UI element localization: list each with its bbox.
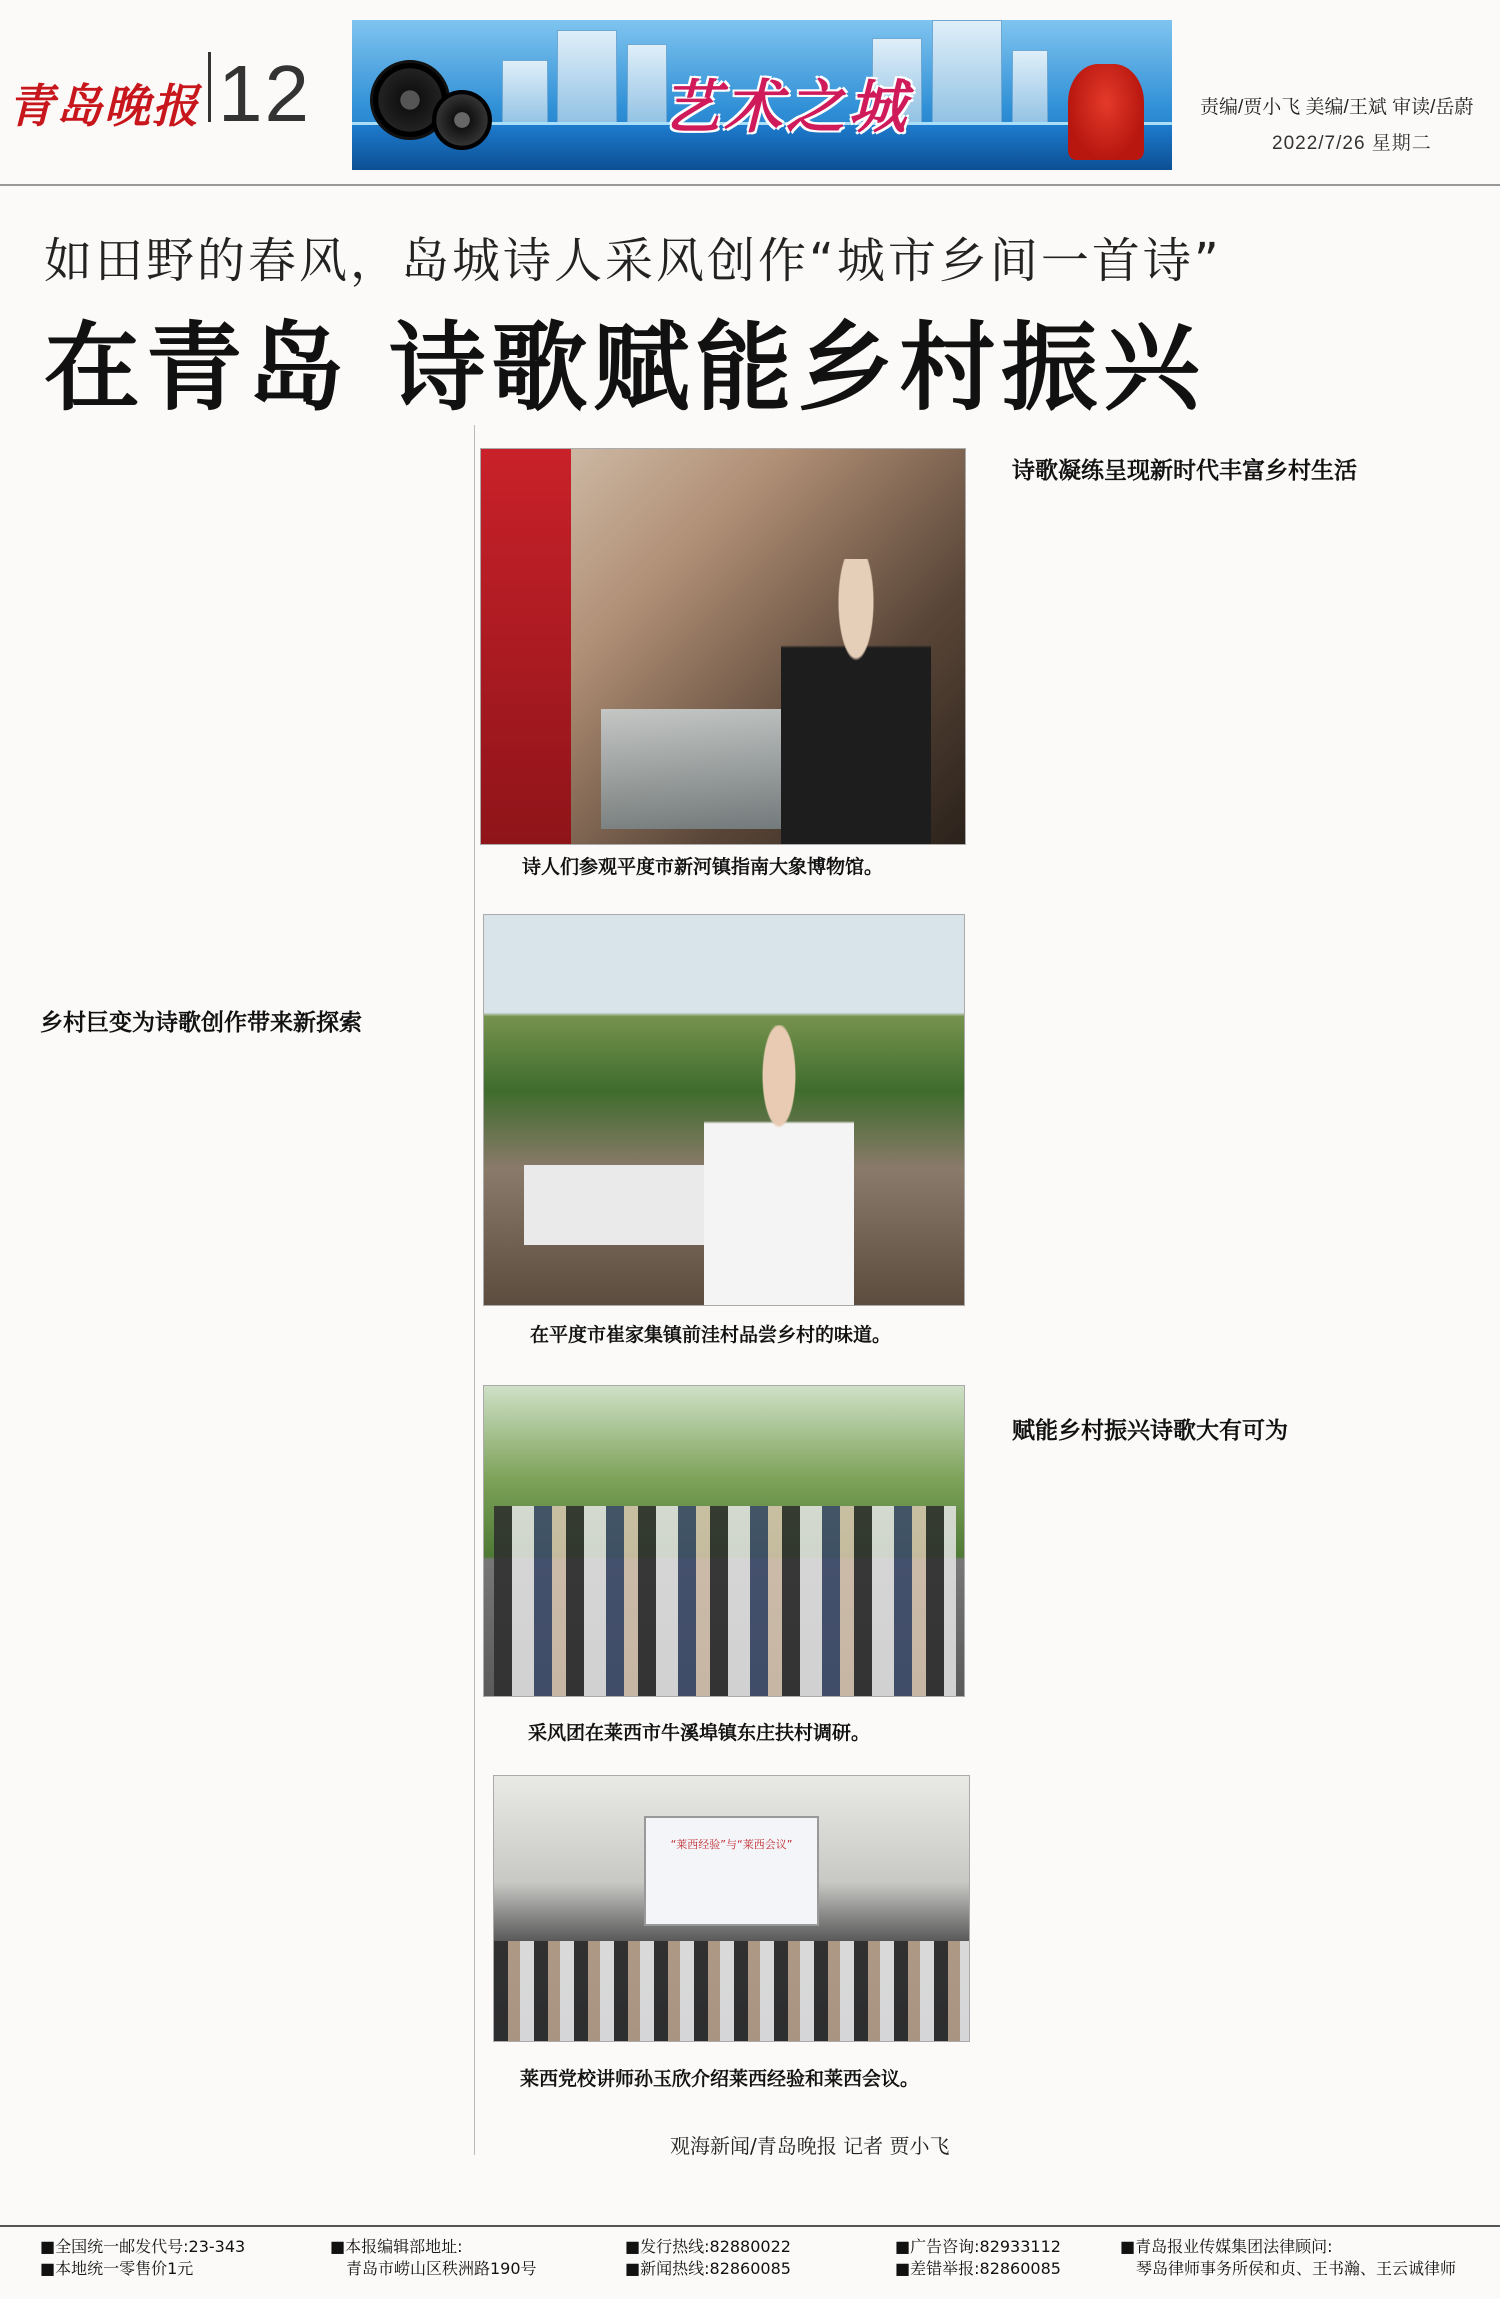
- footer-text: 琴岛律师事务所侯和贞、王书瀚、王云诚律师: [1136, 2259, 1457, 2278]
- footer-text: 青岛市崂山区秩洲路190号: [346, 2259, 537, 2278]
- article-body-left: [40, 1050, 460, 2170]
- woman-figure: [704, 1025, 854, 1306]
- photo-village-research: [483, 1385, 965, 1697]
- photo-caption: 莱西党校讲师孙玉欣介绍莱西经验和莱西会议。: [520, 2068, 920, 2090]
- footer-text: ■全国统一邮发代号:23-343: [40, 2237, 246, 2256]
- skyline-building: [502, 60, 548, 130]
- footer-text: ■本报编辑部地址:: [330, 2237, 463, 2256]
- footer-legal: [1120, 2236, 1456, 2280]
- article-kicker: 如田野的春风，岛城诗人采风创作“城市乡间一首诗”: [44, 233, 1222, 289]
- byline: 观海新闻/青岛晚报 记者 贾小飞: [670, 2134, 950, 2158]
- film-reel-icon: [432, 90, 492, 150]
- photographer-figure: [781, 559, 931, 845]
- header-rule: [0, 184, 1500, 186]
- footer-rule: [0, 2225, 1500, 2227]
- footer-text: ■广告咨询:82933112: [895, 2237, 1061, 2256]
- header-divider: [208, 52, 211, 122]
- section-banner: [352, 20, 1172, 170]
- subhead-empower: 赋能乡村振兴诗歌大有可为: [1012, 1418, 1288, 1444]
- subhead-new-era: 诗歌凝练呈现新时代丰富乡村生活: [1012, 458, 1357, 484]
- footer-hotlines: [625, 2236, 791, 2280]
- skyline-building: [627, 44, 667, 130]
- article-body-right-1: [1005, 506, 1475, 1386]
- audience: [494, 1941, 970, 2042]
- footer-issue-info: [40, 2236, 245, 2280]
- skyline-building: [932, 20, 1002, 130]
- editors-credit: 责编/贾小飞 美编/王斌 审读/岳蔚: [1200, 97, 1474, 118]
- skyline-building: [557, 30, 617, 130]
- footer-text: ■青岛报业传媒集团法律顾问:: [1120, 2237, 1333, 2256]
- footer-ads: [895, 2236, 1061, 2280]
- issue-date: 2022/7/26 星期二: [1272, 133, 1432, 154]
- projection-screen: “莱西经验”与“莱西会议”: [644, 1816, 819, 1926]
- may-wind-sculpture-icon: [1068, 64, 1144, 160]
- photo-caption: 诗人们参观平度市新河镇指南大象博物馆。: [522, 856, 884, 878]
- photo-caption: 在平度市崔家集镇前洼村品尝乡村的味道。: [530, 1324, 892, 1346]
- footer-text: ■本地统一零售价1元: [40, 2259, 194, 2278]
- newspaper-logo: 青岛晚报: [8, 79, 200, 133]
- footer-text: ■差错举报:82860085: [895, 2259, 1061, 2278]
- article-body-right-2: [1005, 1460, 1475, 2170]
- skyline-building: [1012, 50, 1048, 130]
- photo-lecture: [493, 1775, 970, 2042]
- subhead-rural-change: 乡村巨变为诗歌创作带来新探索: [40, 1010, 362, 1036]
- article-headline: 在青岛 诗歌赋能乡村振兴: [44, 312, 1206, 424]
- photo-museum-visit: [480, 448, 966, 845]
- crowd: [494, 1506, 956, 1696]
- footer-address: [330, 2236, 537, 2280]
- article-body-intro: [40, 426, 460, 956]
- footer-text: ■新闻热线:82860085: [625, 2259, 791, 2278]
- page-number: 12: [218, 49, 311, 138]
- footer-text: ■发行热线:82880022: [625, 2237, 791, 2256]
- photo-village-tasting: [483, 914, 965, 1306]
- section-title: 艺术之城: [662, 73, 911, 141]
- column-divider: [474, 425, 475, 2155]
- exhibit-panel: [481, 449, 571, 845]
- tasting-table: [524, 1165, 704, 1245]
- photo-caption: 采风团在莱西市牛溪埠镇东庄扶村调研。: [528, 1722, 871, 1744]
